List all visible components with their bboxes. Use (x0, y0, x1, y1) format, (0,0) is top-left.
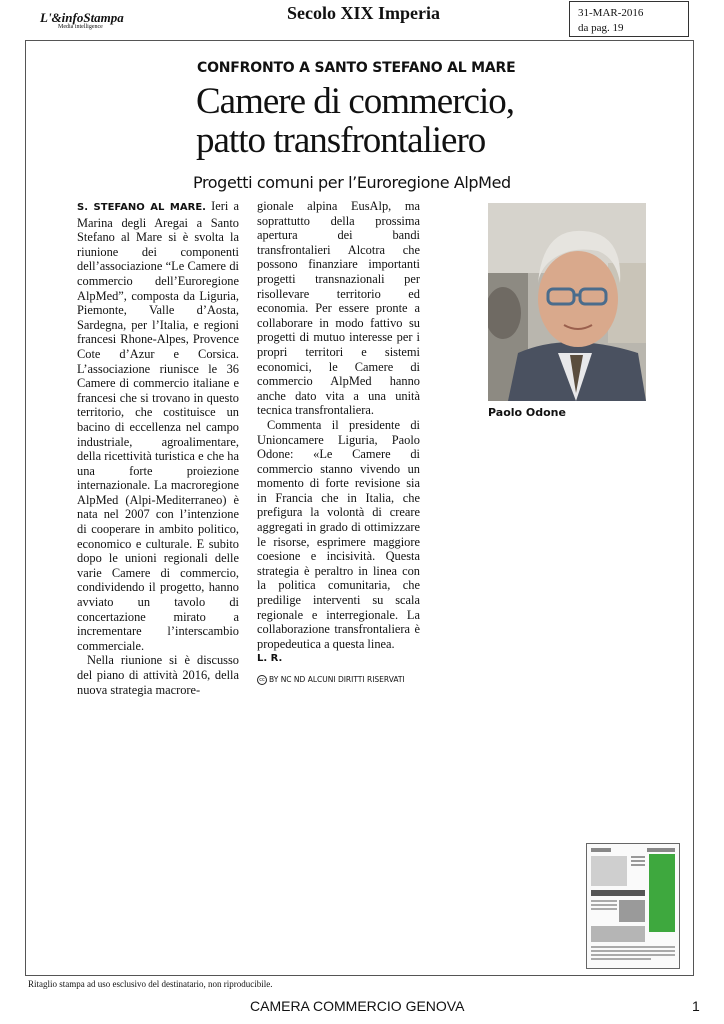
date-box (569, 1, 689, 37)
page-thumbnail (586, 843, 680, 969)
title-line-1: Camere di commercio, (196, 81, 515, 122)
article-kicker: CONFRONTO A SANTO STEFANO AL MARE (197, 60, 516, 76)
logo-subtext: Media intelligence (58, 24, 103, 30)
client-name: CAMERA COMMERCIO GENOVA (250, 998, 465, 1014)
portrait-photo (488, 203, 646, 401)
paragraph-2: Nella riunione si è discusso del piano di attività 2016, della nuova strategia macrore- (77, 653, 239, 697)
portrait-illustration (488, 203, 646, 401)
publication-name: Secolo XIX Imperia (287, 3, 440, 23)
article-subtitle: Progetti comuni per l’Euroregione AlpMed (193, 173, 511, 192)
disclaimer: Ritaglio stampa ad uso esclusivo del destinatario, non riproducibile. (28, 979, 273, 989)
license-line (257, 673, 420, 688)
dateline: S. STEFANO AL MARE. (77, 202, 206, 213)
photo-caption: Paolo Odone (488, 406, 566, 419)
title-line-2: patto transfrontaliero (196, 120, 486, 161)
thumbnail-illustration (587, 844, 679, 968)
license-text: BY NC ND ALCUNI DIRITTI RISERVATI (269, 675, 405, 684)
article-column-2 (257, 199, 420, 688)
page-reference: da pag. 19 (578, 22, 624, 34)
publication-date: 31-MAR-2016 (578, 7, 644, 19)
article-title (196, 82, 616, 160)
page-number: 1 (692, 998, 700, 1014)
logo-text: L'&infoStampa (40, 10, 124, 25)
paragraph-4: Commenta il presidente di Unioncamere Liguria, Paolo Odone: «Le Camere di commercio stanno vivendo un momento di forte revisione sia in Francia che in Italia, che prefigura la volontà di creare aggregati in grado di ottimizzare le risorse, esprimere maggiore coesione e incisività. Questa strategia è peraltro in linea con la politica comunitaria, che predilige interventi su scala regionale e interregionale. La collaborazione transfrontaliera è propedeutica a questa linea. (257, 417, 420, 651)
paragraph-1: Ieri a Marina degli Aregai a Santo Stefano al Mare si è svolta la riunione dei componenti dell’associazione “Le Camere di commercio dell’Euroregione AlpMed”, composta da Liguria, Piemonte, Valle d’Aosta, Sardegna, per l’Italia, e regioni francesi Rhone-Alpes, Provence Cote d’Azur e Corsica. L’associazione riunisce le 36 Camere di commercio italiane e francesi che si trovano in questo territorio, che costituisce un bacino di eccellenza nel campo industriale, agroalimentare, della ricettività turistica e che ha una forte proiezione internazionale. La macroregione AlpMed (Alpi-Mediterraneo) è nata nel 2007 con l’intenzione di cooperare in ambito politico, economico e culturale. E subito dopo le unioni regionali delle varie Camere di commercio, condividendo il progetto, hanno avviato un tavolo di concertazione mirato a incrementare l’interscambio commerciale. (77, 199, 239, 653)
author-initials: L. R. (257, 653, 283, 665)
infostampa-logo (40, 10, 124, 30)
creative-commons-icon: cc (257, 675, 267, 685)
article-column-1 (77, 199, 239, 697)
paragraph-3: gionale alpina EusAlp, ma soprattutto della prossima apertura dei bandi transfrontalieri Alcotra che possono finanziare importanti progetti transnazionali per risollevare territorio ed economia. Per essere pronte a collaborare in modo fattivo su progetti di mutuo interesse per i propri territori e sistemi economici, le Camere di commercio AlpMed hanno anche dato vita a una unità tecnica transfrontaliera. (257, 199, 420, 418)
